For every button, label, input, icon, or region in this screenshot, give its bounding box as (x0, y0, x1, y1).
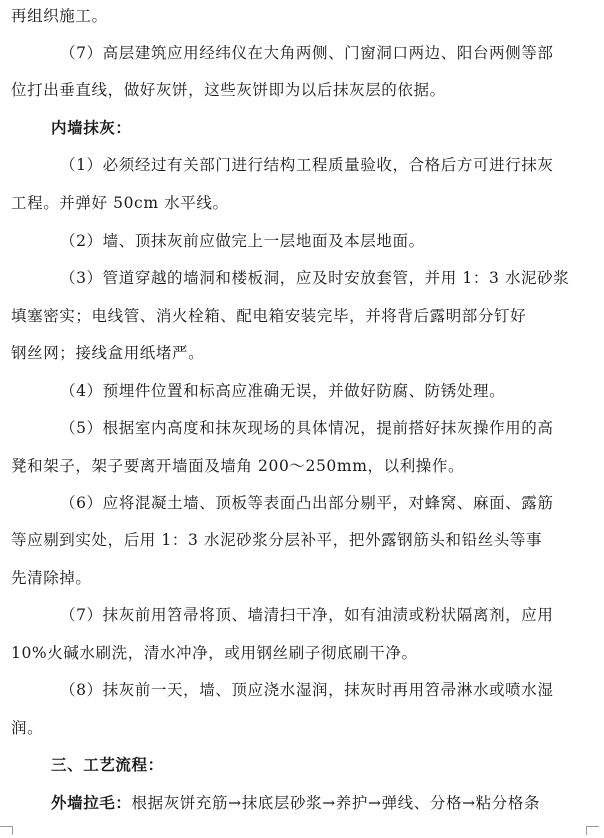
inline-text: 根据灰饼充筋→抹底层砂浆→养护→弹线、分格→粘分格条 (131, 794, 541, 812)
paragraph-line: （5）根据室内高度和抹灰现场的具体情况，提前搭好抹灰操作用的高 (60, 419, 554, 437)
paragraph-line: （7）抹灰前用笤帚将顶、墙清扫干净，如有油渍或粉状隔离剂，应用 (60, 606, 554, 624)
paragraph-line: （7）高层建筑应用经纬仪在大角两侧、门窗洞口两边、阳台两侧等部 (60, 44, 554, 62)
section-heading: 内墙抹灰： (51, 118, 132, 137)
paragraph-line: 10%火碱水刷洗，清水冲净，或用钢丝刷子彻底刷干净。 (11, 644, 418, 662)
paragraph-line: 位打出垂直线，做好灰饼，这些灰饼即为以后抹灰层的依据。 (11, 81, 446, 99)
paragraph-line: 钢丝网；接线盒用纸堵严。 (11, 344, 205, 362)
paragraph-line: 工程。并弹好 50cm 水平线。 (11, 194, 229, 212)
paragraph-line: 先清除掉。 (11, 569, 92, 587)
paragraph-line: （1）必须经过有关部门进行结构工程质量验收，合格后方可进行抹灰 (60, 156, 554, 174)
inline-bold-label: 外墙拉毛： (51, 793, 132, 812)
paragraph-line: （8）抹灰前一天，墙、顶应浇水湿润，抹灰时再用笤帚淋水或喷水湿 (60, 681, 554, 699)
page-corner-mark-left (0, 826, 13, 835)
paragraph-line: 凳和架子，架子要离开墙面及墙角 200～250mm，以利操作。 (11, 457, 465, 475)
paragraph-line: （3）管道穿越的墙洞和楼板洞，应及时安放套管，并用 1：3 水泥砂浆 (60, 269, 570, 287)
section-heading: 三、工艺流程： (51, 755, 164, 774)
page-corner-mark-right (586, 826, 599, 835)
paragraph-line: （6）应将混凝土墙、顶板等表面凸出部分剔平，对蜂窝、麻面、露筋 (60, 494, 554, 512)
paragraph-line: 润。 (11, 719, 44, 737)
paragraph-line (51, 793, 604, 813)
paragraph-line: （4）预埋件位置和标高应准确无误，并做好防腐、防锈处理。 (60, 382, 506, 400)
paragraph-line: 填塞密实；电线管、消火栓箱、配电箱安装完毕，并将背后露明部分钉好 (11, 307, 527, 325)
paragraph-line: （2）墙、顶抹灰前应做完上一层地面及本层地面。 (60, 232, 425, 250)
paragraph-line: 再组织施工。 (11, 7, 108, 25)
paragraph-line: 等应剔到实处，后用 1：3 水泥砂浆分层补平，把外露钢筋头和铅丝头等事 (11, 531, 543, 549)
